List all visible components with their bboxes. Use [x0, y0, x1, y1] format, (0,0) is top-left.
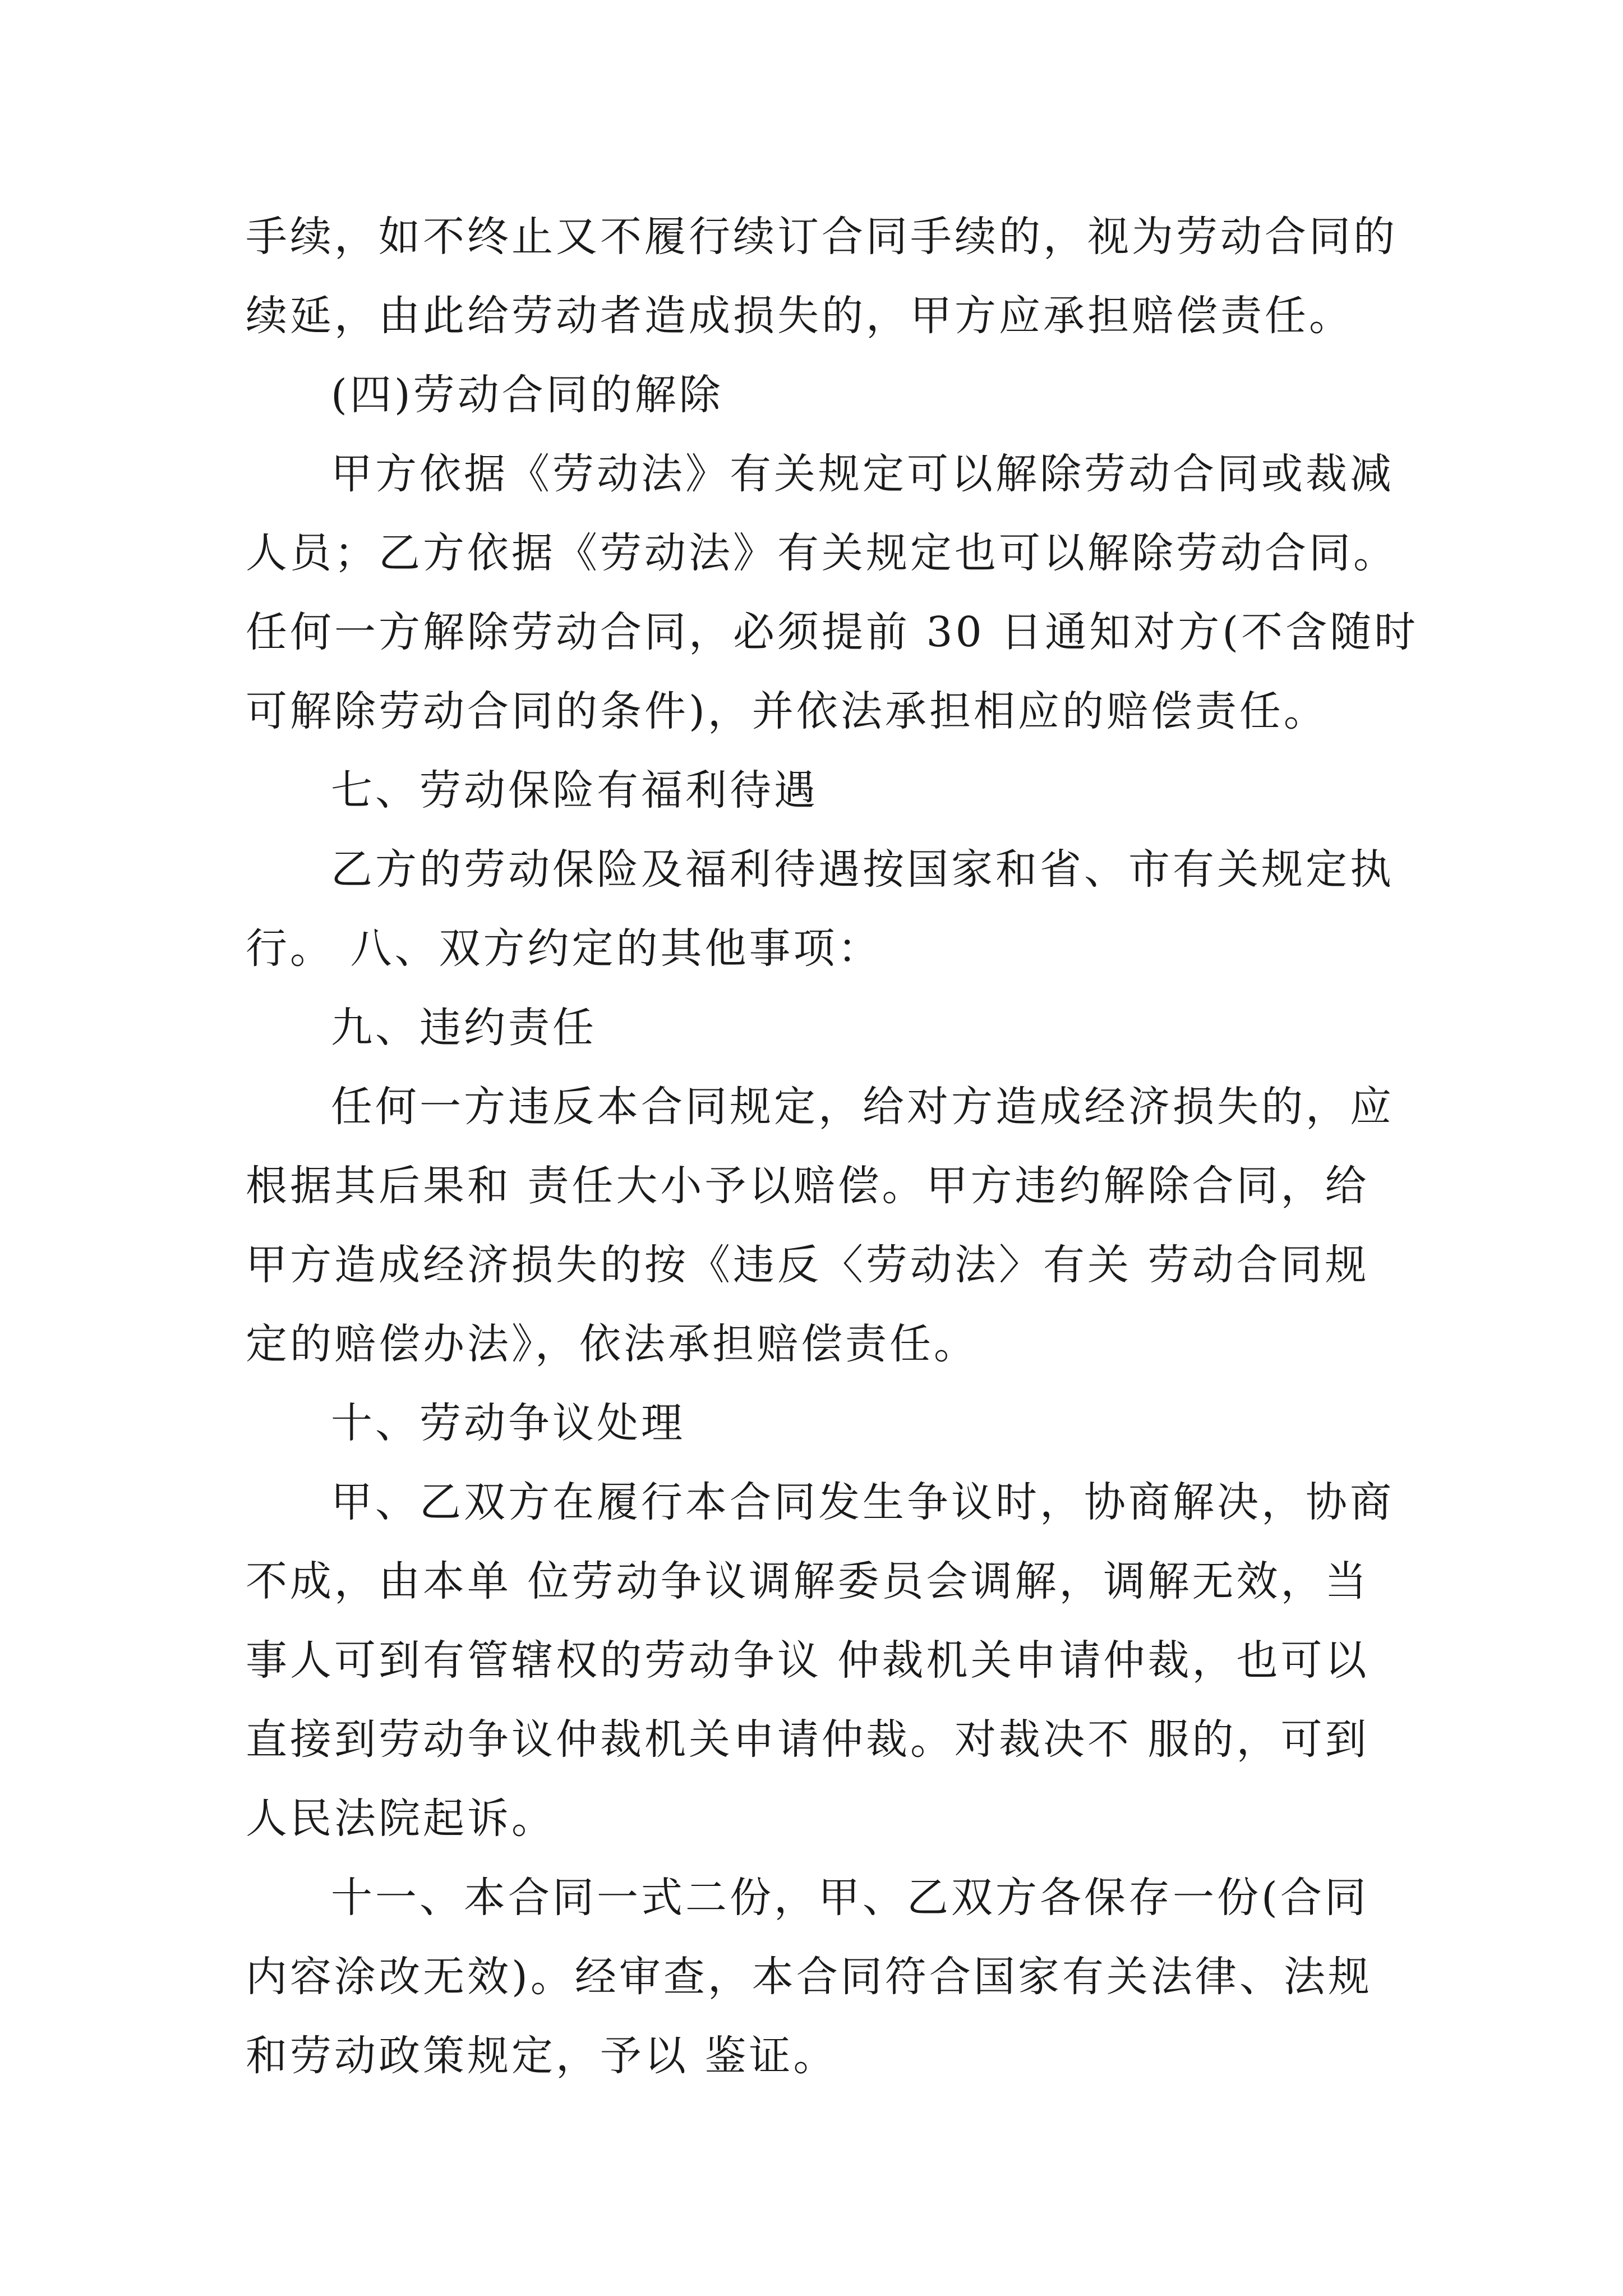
section-heading: (四)劳动合同的解除 — [331, 371, 723, 419]
text-line: 甲、乙双方在履行本合同发生争议时，协商解决，协商 — [331, 1478, 1394, 1526]
text-line: 内容涂改无效)。经审查，本合同符合国家有关法律、法规 — [246, 1953, 1372, 2001]
text-line: 不成，由本单 位劳动争议调解委员会调解，调解无效，当 — [246, 1557, 1370, 1605]
text-line: 和劳动政策规定，予以 鉴证。 — [246, 2032, 838, 2080]
text-line: 任何一方解除劳动合同，必须提前 30 日通知对方(不含随时 — [246, 608, 1419, 656]
text-line: 乙方的劳动保险及福利待遇按国家和省、市有关规定执 — [331, 845, 1394, 894]
text-line: 手续，如不终止又不履行续订合同手续的，视为劳动合同的 — [246, 213, 1398, 261]
text-line: 定的赔偿办法》，依法承担赔偿责任。 — [246, 1320, 978, 1368]
text-line: 甲方依据《劳动法》有关规定可以解除劳动合同或裁减 — [331, 450, 1394, 498]
section-heading: 七、劳动保险有福利待遇 — [331, 766, 818, 815]
text-line: 直接到劳动争议仲裁机关申请仲裁。对裁决不 服的，可到 — [246, 1715, 1370, 1764]
text-line: 行。 八、双方约定的其他事项： — [246, 924, 882, 973]
section-heading: 十、劳动争议处理 — [331, 1399, 685, 1447]
document-body — [246, 197, 1419, 2096]
text-line: 续延，由此给劳动者造成损失的，甲方应承担赔偿责任。 — [246, 292, 1353, 340]
text-line: 人员；乙方依据《劳动法》有关规定也可以解除劳动合同。 — [246, 529, 1398, 577]
text-line: 事人可到有管辖权的劳动争议 仲裁机关申请仲裁，也可以 — [246, 1636, 1370, 1685]
section-heading: 九、违约责任 — [331, 1004, 597, 1052]
text-line: 根据其后果和 责任大小予以赔偿。甲方违约解除合同，给 — [246, 1162, 1370, 1210]
text-line: 十一、本合同一式二份，甲、乙双方各保存一份(合同 — [331, 1874, 1369, 1922]
text-line: 可解除劳动合同的条件)，并依法承担相应的赔偿责任。 — [246, 687, 1328, 735]
text-line: 人民法院起诉。 — [246, 1795, 556, 1843]
text-line: 甲方造成经济损失的按《违反〈劳动法〉有关 劳动合同规 — [246, 1241, 1370, 1289]
text-line: 任何一方违反本合同规定，给对方造成经济损失的，应 — [331, 1083, 1394, 1131]
